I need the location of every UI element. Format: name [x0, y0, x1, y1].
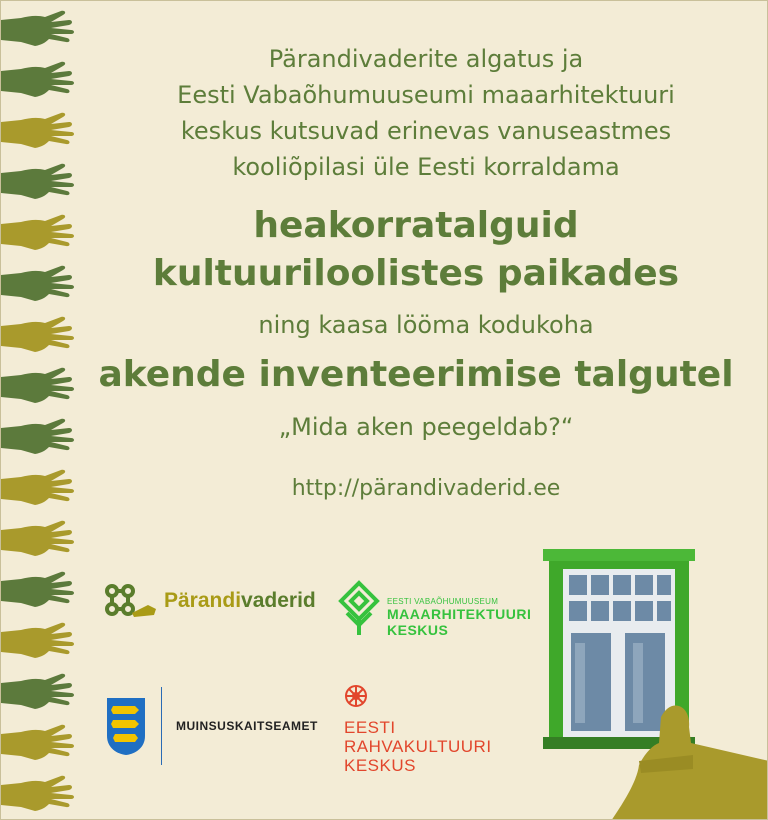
- intro-line-2: Eesti Vabaõhumuuseumi maaarhitektuuri: [177, 81, 675, 109]
- museum-line-2: KESKUS: [387, 622, 449, 638]
- hand-icon: [1, 215, 74, 250]
- maaarhitektuuri-emblem-icon: [337, 579, 381, 637]
- parandivaderid-logo: [104, 583, 316, 619]
- headline-3: akende inventeerimise talgutel: [98, 354, 734, 395]
- logo-divider: [161, 687, 162, 765]
- hand-icon: [1, 11, 74, 46]
- intro-text: [111, 41, 741, 185]
- muinsus-text: MUINSUSKAITSEAMET: [176, 719, 318, 733]
- hand-icon: [1, 113, 74, 148]
- intro-line-1: Pärandivaderite algatus ja: [268, 45, 584, 73]
- logo-text-part2: vaderid: [241, 589, 316, 612]
- headline-1: heakorratalguid: [253, 205, 579, 246]
- intro-line-4: kooliõpilasi üle Eesti korraldama: [232, 153, 620, 181]
- hand-icon: [1, 572, 74, 607]
- rahva-line-3: KESKUS: [344, 756, 416, 775]
- hand-icon: [1, 623, 74, 658]
- hand-icon: [1, 164, 74, 199]
- hand-icon: [1, 62, 74, 97]
- hand-icon: [1, 368, 74, 403]
- rahvakultuuri-logo: [344, 684, 492, 775]
- hand-icon: [1, 470, 74, 505]
- hand-icon: [1, 266, 74, 301]
- hands-border: [1, 1, 81, 820]
- maaarhitektuuri-logo: [337, 579, 531, 638]
- museum-line-1: MAAARHITEKTUURI: [387, 606, 532, 622]
- hand-icon: [1, 674, 74, 709]
- hand-icon: [1, 317, 74, 352]
- intro-line-3: keskus kutsuvad erinevas vanuseastmes: [180, 117, 672, 145]
- mid-text: ning kaasa lööma kodukoha: [258, 311, 594, 339]
- window-illustration: [541, 547, 768, 820]
- website-link[interactable]: http://pärandivaderid.ee: [291, 476, 561, 501]
- muinsuskaitseamet-logo: [105, 687, 318, 765]
- hand-icon: [1, 776, 74, 811]
- rahvakultuuri-emblem-icon: [344, 684, 368, 708]
- rahva-line-2: RAHVAKULTUURI: [344, 737, 492, 756]
- museum-small-text: EESTI VABAÕHUMUUSEUM: [387, 597, 499, 606]
- hand-icon: [1, 419, 74, 454]
- rahva-line-1: EESTI: [344, 718, 396, 737]
- three-lions-coat-of-arms-icon: [105, 696, 147, 756]
- parandivaderid-emblem-icon: [104, 583, 160, 619]
- hand-icon: [1, 521, 74, 556]
- quote-text: „Mida aken peegeldab?“: [278, 413, 574, 441]
- hand-icon: [1, 725, 74, 760]
- headline-2: kultuuriloolistes paikades: [152, 253, 680, 294]
- logo-text-part1: Pärandi: [164, 589, 242, 612]
